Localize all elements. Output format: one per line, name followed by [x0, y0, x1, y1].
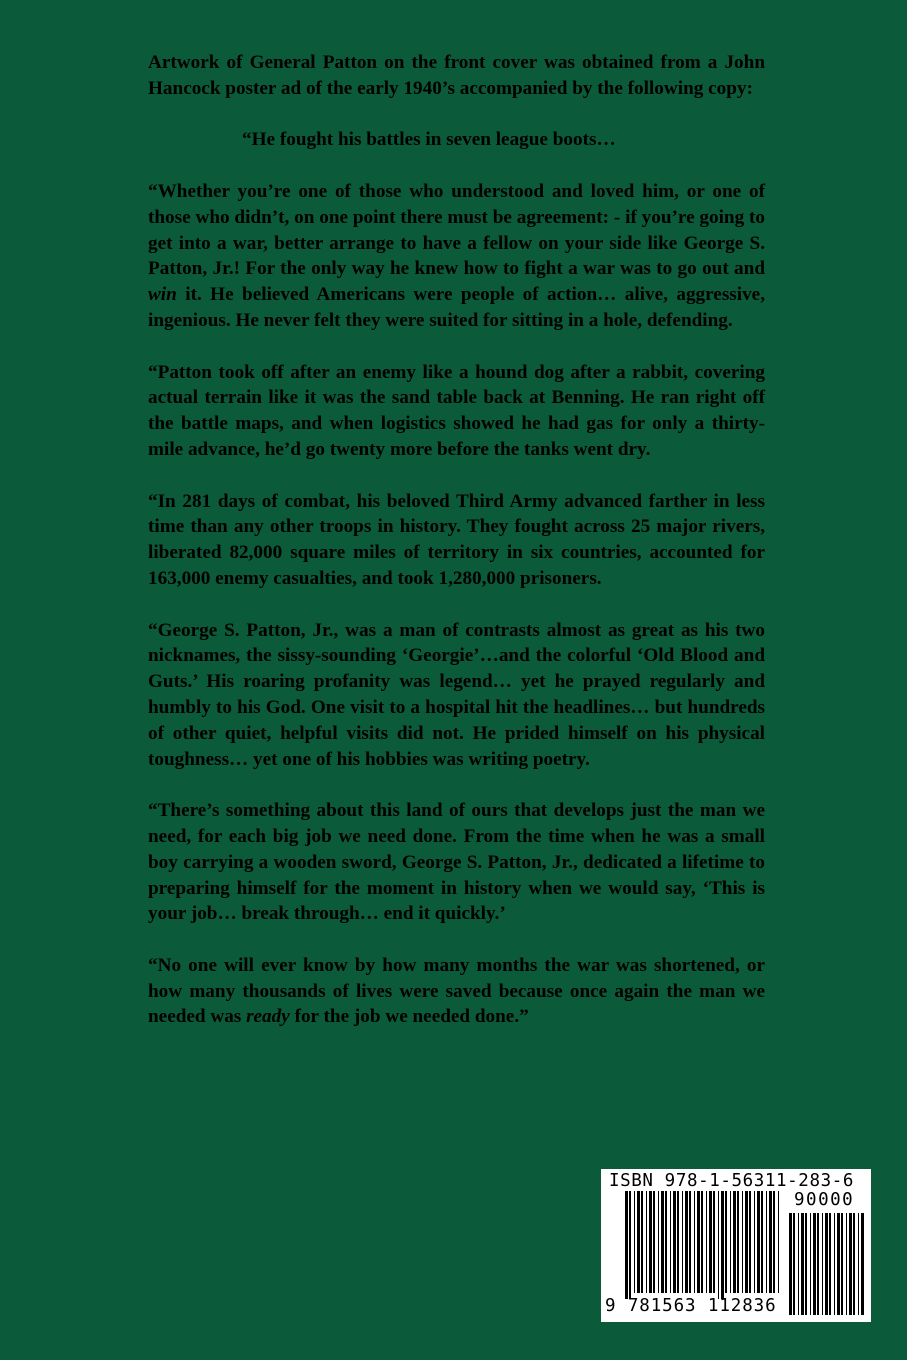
barcode-bar	[849, 1213, 852, 1315]
barcode-bar	[754, 1191, 755, 1293]
quote-paragraph-6: “No one will ever know by how many months the war was shortened, or how many thousands of lives were saved because once again the man we needed was ready for the job we needed done.”	[148, 954, 765, 1028]
barcode-bar	[706, 1191, 707, 1293]
barcode-bar	[701, 1191, 703, 1293]
barcode-bar	[625, 1191, 628, 1299]
barcode-bar	[769, 1191, 772, 1293]
barcode-bar	[694, 1191, 695, 1293]
quote-paragraph-2: “Patton took off after an enemy like a hound dog after a rabbit, covering actual terrain like it was the sand table back at Benning. He ran right off the battle maps, and when logistics showed he had gas for only a thirty-mile advance, he’d go twenty more before the tanks went dry.	[148, 361, 765, 460]
isbn-barcode	[601, 1169, 871, 1322]
barcode-bar	[646, 1191, 647, 1293]
barcode-bar	[861, 1213, 864, 1315]
barcode-bar	[853, 1213, 855, 1315]
barcode-bar	[725, 1191, 727, 1293]
barcode-bar	[793, 1213, 795, 1315]
barcode-bar	[673, 1191, 676, 1293]
barcode-bar	[834, 1213, 835, 1315]
barcode-bar	[745, 1191, 748, 1293]
quote-paragraph-5: “There’s something about this land of ours that develops just the man we need, for each big job we need done. From the time when he was a small boy carrying a wooden sword, George S. Patton, Jr., dedicated a lifetime to preparing himself for the moment in history when we would say, ‘This is your job… break through… end it quickly.’	[148, 800, 765, 925]
intro-paragraph: Artwork of General Patton on the front cover was obtained from a John Hancock poster ad of the early 1940’s accompanied by the following copy:	[148, 52, 765, 99]
barcode-bar	[709, 1191, 712, 1293]
barcode-bar	[778, 1191, 779, 1293]
barcode-bar	[737, 1191, 739, 1293]
barcode-bar	[682, 1191, 683, 1293]
barcode-bar	[733, 1191, 736, 1293]
barcode-bar	[670, 1191, 671, 1293]
barcode-bar	[634, 1191, 635, 1293]
barcode-bar	[822, 1213, 823, 1315]
barcode-bar	[761, 1191, 763, 1293]
quote-paragraph-3: “In 281 days of combat, his beloved Third Army advanced farther in less time than any other troops in history. They fought across 25 major rivers, liberated 82,000 square miles of territory in six countries, accounted for 163,000 enemy casualties, and took 1,280,000 prisoners.	[148, 490, 765, 589]
barcode-bar	[757, 1191, 760, 1293]
barcode-bar	[713, 1191, 715, 1293]
barcode-bar	[841, 1213, 843, 1315]
barcode-bar	[665, 1191, 667, 1293]
isbn-label: ISBN 978-1-56311-283-6	[609, 1171, 854, 1191]
barcode-bar	[689, 1191, 691, 1293]
barcode-bar	[805, 1213, 807, 1315]
barcode-bar	[629, 1191, 631, 1299]
back-cover-copy	[148, 50, 765, 1056]
barcode-bar	[653, 1191, 655, 1293]
barcode-bar	[730, 1191, 731, 1293]
opening-quote: “He fought his battles in seven league boots…	[242, 129, 616, 151]
barcode-bar	[697, 1191, 700, 1293]
barcode-bar	[789, 1213, 792, 1315]
barcode-bar	[637, 1191, 640, 1293]
barcode-bar	[829, 1213, 831, 1315]
barcode-bar	[721, 1191, 724, 1299]
barcode-bar	[846, 1213, 847, 1315]
quote-paragraph-1: “Whether you’re one of those who understood and loved him, or one of those who didn’t, on one point there must be agreement: - if you’re going to get into a war, better arrange to have a fellow on your side like George S. Patton, Jr.! For the only way he knew how to fight a war was to go out and win it. He believed Americans were people of action… alive, aggressive, ingenious. He never felt they were suited for sitting in a hole, defending.	[148, 180, 765, 331]
barcode-bar	[742, 1191, 743, 1293]
barcode-bar	[661, 1191, 664, 1293]
barcode-bar	[641, 1191, 643, 1293]
barcode-bar	[813, 1213, 816, 1315]
price-addon-number: 90000	[794, 1190, 855, 1210]
barcode-bar	[798, 1213, 799, 1315]
barcode-bar	[817, 1213, 819, 1315]
barcode-bar	[801, 1213, 804, 1315]
barcode-bar	[766, 1191, 767, 1293]
barcode-bar	[649, 1191, 652, 1293]
barcode-bar	[858, 1213, 859, 1315]
barcode-bar	[658, 1191, 659, 1293]
barcode-bar	[685, 1191, 688, 1293]
barcode-bar	[810, 1213, 811, 1315]
quote-paragraph-4: “George S. Patton, Jr., was a man of contrasts almost as great as his two nicknames, the sissy-sounding ‘Georgie’…and the colorful ‘Old Blood and Guts.’ His roaring profanity was legend… yet he prayed regularly and humbly to his God. One visit to a hospital hit the headlines… but hundreds of other quiet, helpful visits did not. He prided himself on his physical toughness… yet one of his hobbies was writing poetry.	[148, 619, 765, 770]
barcode-bar	[825, 1213, 828, 1315]
barcode-bar	[677, 1191, 679, 1293]
barcode-bar	[773, 1191, 775, 1293]
barcode-bar	[837, 1213, 840, 1315]
ean-number: 9 781563 112836	[605, 1296, 777, 1316]
barcode-bar	[749, 1191, 751, 1293]
barcode-bar	[718, 1191, 719, 1299]
